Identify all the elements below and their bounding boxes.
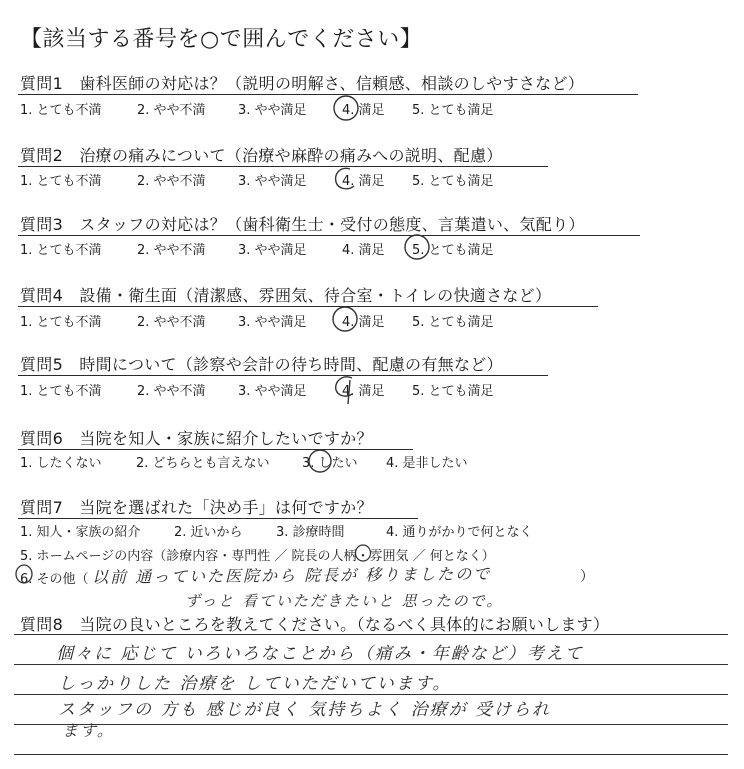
q4-option-1[interactable]: 1. とても不満 (20, 315, 102, 330)
q3-option-4[interactable]: 4. 満足 (342, 243, 385, 258)
question-2-label: 質問2 治療の痛みについて（治療や麻酔の痛みへの説明、配慮） (20, 146, 503, 165)
q1-option-1[interactable]: 1. とても不満 (20, 103, 102, 118)
q1-option-2[interactable]: 2. やや不満 (137, 103, 206, 118)
q3-option-2[interactable]: 2. やや不満 (137, 243, 206, 258)
q5-option-1[interactable]: 1. とても不満 (20, 384, 102, 399)
q7-option-1[interactable]: 1. 知人・家族の紹介 (20, 525, 141, 540)
question-8-label: 質問8 当院の良いところを教えてください。（なるべく具体的にお願いします） (20, 615, 610, 634)
q4-option-4[interactable]: 4. 満足 (342, 315, 385, 330)
q7-option-4[interactable]: 4. 通りがかりで何となく (386, 525, 533, 540)
question-6-underline (18, 449, 413, 450)
q3-option-3[interactable]: 3. やや満足 (238, 243, 307, 258)
question-1-label: 質問1 歯科医師の対応は？（説明の明解さ、信頼感、相談のしやすさなど） (20, 74, 585, 93)
q7-option-5[interactable]: 5. ホームページの内容（診療内容・専門性 ／ 院長の人柄・雰囲気 ／ 何となく） (20, 549, 495, 564)
question-2-underline (18, 166, 548, 167)
q6-option-3[interactable]: 3. したい (302, 456, 358, 471)
answer-line-1 (14, 634, 728, 635)
question-3-label: 質問3 スタッフの対応は？（歯科衛生士・受付の態度、言葉遣い、気配り） (20, 215, 585, 234)
answer-line-4 (14, 724, 728, 725)
q3-option-1[interactable]: 1. とても不満 (20, 243, 102, 258)
answer-line-2 (14, 664, 728, 665)
question-5-options (20, 380, 494, 399)
q7-director-circle (354, 543, 374, 563)
q5-option-2[interactable]: 2. やや不満 (137, 384, 206, 399)
question-6-label: 質問6 当院を知人・家族に紹介したいですか？ (20, 429, 373, 448)
q3-option-5[interactable]: 5. とても満足 (412, 243, 494, 258)
q2-option-1[interactable]: 1. とても不満 (20, 174, 102, 189)
question-7-options-row1 (20, 521, 533, 540)
q4-option-3[interactable]: 3. やや満足 (238, 315, 307, 330)
q8-handwritten-line-1: 個々に 応じて いろいろなことから（痛み・年齢など）考えて (56, 644, 584, 664)
question-2-options (20, 170, 494, 189)
q2-option-3[interactable]: 3. やや満足 (238, 174, 307, 189)
question-4-label: 質問4 設備・衛生面（清潔感、雰囲気、待合室・トイレの快適さなど） (20, 286, 552, 305)
q6-answer-circle (306, 448, 336, 474)
question-4-options (20, 311, 494, 330)
q8-handwritten-line-3: スタッフの 方も 感じが良く 気持ちよく 治療が 受けられ (58, 700, 552, 720)
q4-option-5[interactable]: 5. とても満足 (412, 315, 494, 330)
q2-option-2[interactable]: 2. やや不満 (137, 174, 206, 189)
page-title: 【該当する番号を○で囲んでください】 (20, 27, 423, 52)
q7-option-2[interactable]: 2. 近いから (174, 525, 243, 540)
q1-answer-circle (332, 94, 362, 122)
q1-option-3[interactable]: 3. やや満足 (238, 103, 307, 118)
q7-answer-circle (14, 564, 36, 586)
q3-answer-circle (403, 233, 435, 261)
q7-option-6[interactable]: 6. その他（ (20, 572, 89, 587)
question-6-options (20, 452, 468, 471)
q2-option-4[interactable]: 4. 満足 (342, 174, 385, 189)
q7-handwritten-line-1: 以前 通っていた医院から 院長が 移りましたので (91, 564, 492, 587)
q8-handwritten-line-4: ます。 (62, 721, 115, 740)
q5-option-3[interactable]: 3. やや満足 (238, 384, 307, 399)
question-5-underline (18, 375, 548, 376)
q4-option-2[interactable]: 2. やや不満 (137, 315, 206, 330)
question-5-label: 質問5 時間について（診察や会計の待ち時間、配慮の有無など） (20, 355, 503, 374)
q5-option-4[interactable]: 4. 満足 (342, 384, 385, 399)
q1-option-4[interactable]: 4. 満足 (342, 103, 385, 118)
question-7-underline (18, 518, 418, 519)
q5-option-5[interactable]: 5. とても満足 (412, 384, 494, 399)
question-7-label: 質問7 当院を選ばれた「決め手」は何ですか？ (20, 498, 373, 517)
q6-option-4[interactable]: 4. 是非したい (386, 456, 468, 471)
question-1-underline (18, 94, 638, 95)
q6-option-2[interactable]: 2. どちらとも言えない (136, 456, 270, 471)
question-4-underline (18, 306, 598, 307)
q7-option-6-close: ） (580, 569, 594, 585)
question-3-underline (18, 235, 640, 236)
q6-option-1[interactable]: 1. したくない (20, 456, 102, 471)
q7-option-3[interactable]: 3. 診療時間 (276, 525, 345, 540)
q1-option-5[interactable]: 5. とても満足 (412, 103, 494, 118)
q5-answer-circle (330, 372, 362, 408)
answer-line-5 (14, 754, 728, 755)
q2-answer-circle (330, 164, 362, 194)
q8-handwritten-line-2: しっかりした 治療を していただいています。 (58, 674, 452, 694)
q7-handwritten-line-2: ずっと 看ていただきたいと 思ったので。 (185, 592, 504, 610)
q2-option-5[interactable]: 5. とても満足 (412, 174, 494, 189)
question-1-options (20, 99, 494, 118)
q4-answer-circle (331, 305, 361, 333)
